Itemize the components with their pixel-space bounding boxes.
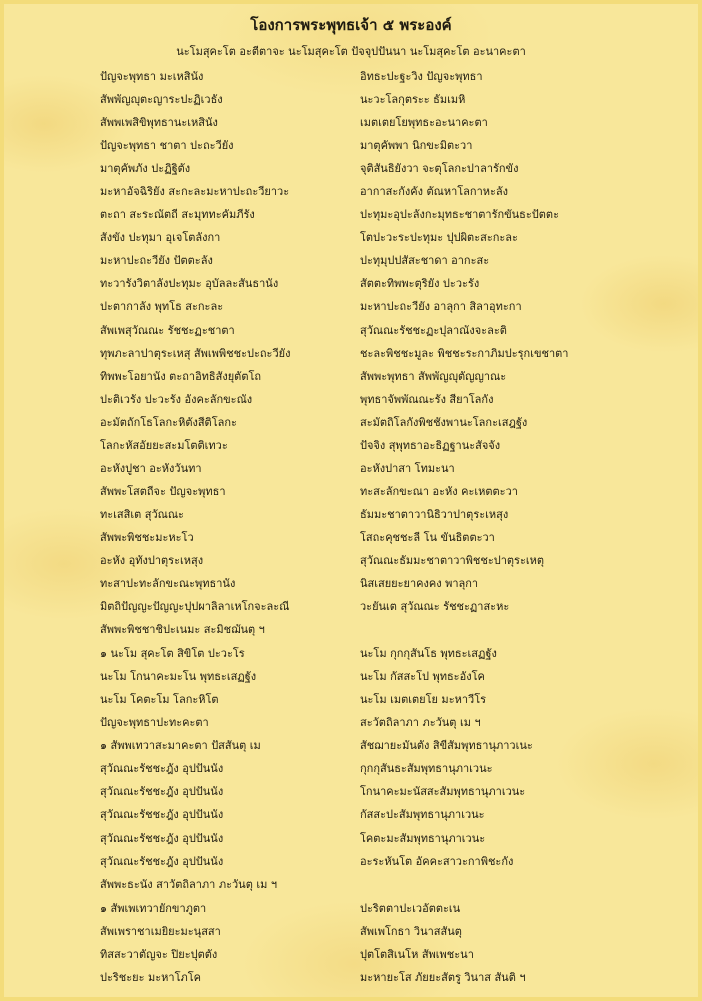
verse-row [100, 161, 700, 184]
verse-right: พุทธาจัพพัณณะรัง สียาโลกัง [360, 392, 494, 406]
verse-left: สัพเพราชาเมยิยะมะนุสสา [100, 924, 221, 938]
verse-left: ปัญจะพุทธาปะทะคะตา [100, 716, 209, 730]
verse-left: อะมัตถักโธโลกะหิตังสีติโลกะ [100, 415, 237, 429]
verse-right: สัพเพโกธา วินาสสันตุ [360, 924, 462, 938]
verse-row [100, 346, 700, 369]
verse-right: นะโม กุกกุสันโธ พุทธะเสฏฐัง [360, 647, 497, 661]
verse-left: ทุพภะลาปาตุระเหสุ สัพเพพิชชะปะถะวียัง [100, 346, 291, 360]
verse-left: ปัญจะพุทธา มะเหสินัง [100, 70, 204, 83]
verse-row [100, 392, 700, 415]
verse-left: สัพเพสุวัณณะ รัชชะฏะชาตา [100, 323, 235, 337]
verse-row [100, 369, 700, 392]
verse-left: อะหัง อุทังปาตุระเหสุง [100, 553, 204, 567]
verse-left: ปะติเวรัง ปะวะรัง อังคะลักขะณัง [100, 392, 253, 406]
verse-right: นะโม กัสสะโป พุทธะอังโค [360, 670, 485, 684]
verse-right: สัชฌายะมันตัง สิขีสัมพุทธานุภาวเนะ [360, 739, 533, 753]
verse-row [100, 854, 700, 877]
verse-row [100, 276, 700, 299]
verse-row [100, 461, 700, 484]
verse-left: ทะสาปะทะลักขะณะพุทธานัง [100, 577, 236, 591]
verse-left: สุวัณณะรัชชะฎัง อุปปันนัง [100, 854, 224, 868]
verse-left: มาตุคัพภัง ปะฏิฐิตัง [100, 162, 191, 176]
verse-left: ปะริชะยะ มะหาโภโค [100, 970, 202, 984]
verse-right: มะหายะโส ภัยยะสัตรู วินาส สันติ ฯ [360, 970, 526, 984]
verse-row [100, 784, 700, 807]
verse-right: อะหังปาสา โทมะนา [360, 461, 455, 475]
verse-row [100, 947, 700, 970]
verse-row [100, 970, 700, 993]
verse-row [100, 761, 700, 784]
verse-left: ตะถา สะระณัตถี สะมุททะคัมภีรัง [100, 208, 255, 222]
verse-row [100, 323, 700, 346]
verse-row [100, 438, 700, 461]
verse-right: วะยันเต สุวัณณะ รัชชะฏาสะหะ [360, 600, 510, 614]
verse-right: สัพพะพุทธา สัพพัญญุตัญญาณะ [360, 369, 507, 383]
verse-right: ปะทุมุปปสัสะชาดา อากะสะ [360, 254, 490, 268]
verse-right: โคตะมะสัมพุทธานุภาเวนะ [360, 831, 486, 845]
verse-right: ชะละพิชชะมูละ พิชชะระกาภิมปะรุกเขชาตา [360, 346, 569, 360]
verse-left: ทะวารังวิตาลังปะทุมะ อุบัลละสันธานัง [100, 277, 279, 291]
verse-right: สัตตะทิพพะตุริยัง ปะวะรัง [360, 277, 480, 291]
verse-row [100, 484, 700, 507]
verse-left: มะหาปะถะวียัง ปัตตะลัง [100, 254, 213, 268]
verse-left: สัพพะพิชชาชิปะเนมะ สะมิชฌันตุ ฯ [100, 623, 265, 637]
verse-right: ปุตโตสิเนโห สัพเพชะนา [360, 947, 474, 961]
verse-row [100, 507, 700, 530]
verse-right: กุกกุสันธะสัมพุทธานุภาเวนะ [360, 762, 493, 776]
verse-left: โลกะหัสอัยยะสะมโตติเทวะ [100, 438, 228, 452]
verse-right: สุวัณณะธัมมะชาตาวาพิชชะปาตุระเหตุ [360, 553, 545, 567]
verse-row [100, 924, 700, 947]
verse-right: นะวะโลกุตระะ ธัมเมหิ [360, 93, 466, 107]
verse-right: สุวัณณะรัชชะฏะปุลาณังจะละติ [360, 323, 507, 337]
verse-row [100, 901, 700, 924]
verse-row [100, 669, 700, 692]
verse-left: ปะตากาลัง พุทโธ สะกะละ [100, 300, 224, 314]
verse-right: สะมัตถิโลกังพิชชังพานะโลกะเสฎฐัง [360, 415, 528, 429]
verse-right: อากาสะกังคัง ตัณหาโลกาหะลัง [360, 185, 509, 199]
verse-row [100, 92, 700, 115]
verse-right: ทะสะลักขะณา อะหัง คะเหตตะวา [360, 484, 518, 498]
verse-left: ๑ สัพพเทวาสะมาคะตา ปัสสันตุ เม [100, 739, 261, 753]
verse-left: สัพพะโสตถีจะ ปัญจะพุทธา [100, 484, 226, 498]
verse-row [100, 230, 700, 253]
verse-row [100, 415, 700, 438]
verse-row [100, 692, 700, 715]
verse-row [100, 646, 700, 669]
verse-row [100, 553, 700, 576]
verse-left: สุวัณณะรัชชะฎัง อุปปันนัง [100, 785, 224, 799]
verse-left: สัพพเพสิขิพุทธานะเหสินัง [100, 116, 218, 130]
verse-row [100, 207, 700, 230]
verse-row [100, 831, 700, 854]
verse-left: ๑ นะโม สุคะโต สิขิโต ปะวะโร [100, 647, 245, 661]
verse-left: สุวัณณะรัชชะฎัง อุปปันนัง [100, 831, 224, 845]
verse-left: สัพพะธะนัง สาวัตถิลาภา ภะวันตุ เม ฯ [100, 877, 278, 891]
verse-right: ธัมมะชาตาวานิธิวาปาตุระเหสุง [360, 507, 509, 521]
verse-row [100, 69, 700, 92]
verse-right: โกนาคะมะนัสสะสัมพุทธานุภาเวนะ [360, 785, 526, 799]
verse-right: สะวัตถิลาภา ภะวันตุ เม ฯ [360, 716, 481, 730]
verse-row [100, 715, 700, 738]
verse-right: มาตุคัพพา นิกขะมิตะวา [360, 139, 473, 153]
verse-right: โสถะคุชชะลี โน ขันธิตตะวา [360, 530, 495, 544]
verse-left: อะหังปูชา อะหังวันทา [100, 461, 202, 475]
verse-right: กัสสะปะสัมพุทธานุภาเวนะ [360, 808, 485, 822]
verse-row [100, 807, 700, 830]
verse-row [100, 115, 700, 138]
verse-row [100, 184, 700, 207]
verse-right: อิทธะปะฐะวิง ปัญจะพุทธา [360, 70, 483, 83]
verse-left: สุวัณณะรัชชะฎัง อุปปันนัง [100, 762, 224, 776]
verse-right: อะระหันโต อัคคะสาวะกาพิชะกัง [360, 854, 514, 868]
verse-row [100, 877, 700, 901]
verse-row [100, 599, 700, 622]
verse-left: ปัญจะพุทธา ชาตา ปะถะวียัง [100, 139, 234, 153]
verse-left: มะหาอัจฉิริยัง สะกะละมะหาปะถะวียาวะ [100, 185, 290, 199]
verse-row [100, 738, 700, 761]
verse-left: สังขัง ปะทุมา อุเจโตลังกา [100, 231, 221, 245]
verse-left: สัพพะพิชชะมะหะโว [100, 530, 194, 544]
verse-row [100, 138, 700, 161]
verse-row [100, 576, 700, 599]
verse-left: ทิสสะวาตัญจะ ปิยะปุตตัง [100, 947, 218, 961]
verse-row [100, 253, 700, 276]
verse-right: โตปะวะระปะทุมะ ปุปผิตะสะกะละ [360, 231, 518, 245]
page-title: โองการพระพุทธเจ้า ๕ พระองค์ [250, 16, 452, 34]
verse-left: มิตถิปัญญะปัญญะปุปผาลิลาเหโกจะละณี [100, 600, 290, 614]
verse-right: นะโม เมตเตยโย มะหาวีโร [360, 693, 487, 707]
verse-left: นะโม โคตะโม โลกะหิโต [100, 693, 219, 707]
verse-left: นะโม โกนาคะมะโน พุทธะเสฏฐัง [100, 670, 257, 684]
verse-left: สัพพัญญุตะญาระปะฏิเวธัง [100, 93, 223, 107]
verse-right: เมตเตยโยพุทธะอะนาคะตา [360, 116, 488, 130]
verse-right: นิสเสยยะยาคงคง พาลุกา [360, 577, 479, 591]
verse-left: ทิพพะโอยานัง ตะถาอิทธิสังยุตัตโถ [100, 369, 262, 383]
verse-right: ปะริตตาปะเวอัตตะเน [360, 901, 461, 915]
verse-right: ปัจจิง สุพุทธาอะธิฏฐานะสัจจัง [360, 438, 501, 452]
verse-left: สุวัณณะรัชชะฎัง อุปปันนัง [100, 808, 224, 822]
verse-row [100, 299, 700, 322]
verse-right: มะหาปะถะวียัง อาลุกา สิลาอุทะกา [360, 300, 522, 314]
verse-row [100, 530, 700, 553]
verse-left: ทะเสสิเต สุวัณณะ [100, 507, 184, 521]
verse-row [100, 622, 700, 646]
verse-right: จุติสันธิยังวา จะตุโลกะปาลารักขัง [360, 162, 519, 176]
verse-right: ปะทุมะอุปะลังกะมุทธะชาตารักขันธะปัตตะ [360, 208, 559, 222]
verse-left: ๑ สัพเพเทวายักขาภูตา [100, 901, 207, 915]
verse-lines [100, 69, 700, 993]
page-subtitle: นะโมสุคะโต อะตีตาจะ นะโมสุคะโต ปัจจุปปันนา นะโมสุคะโต อะนาคะตา [176, 45, 526, 58]
